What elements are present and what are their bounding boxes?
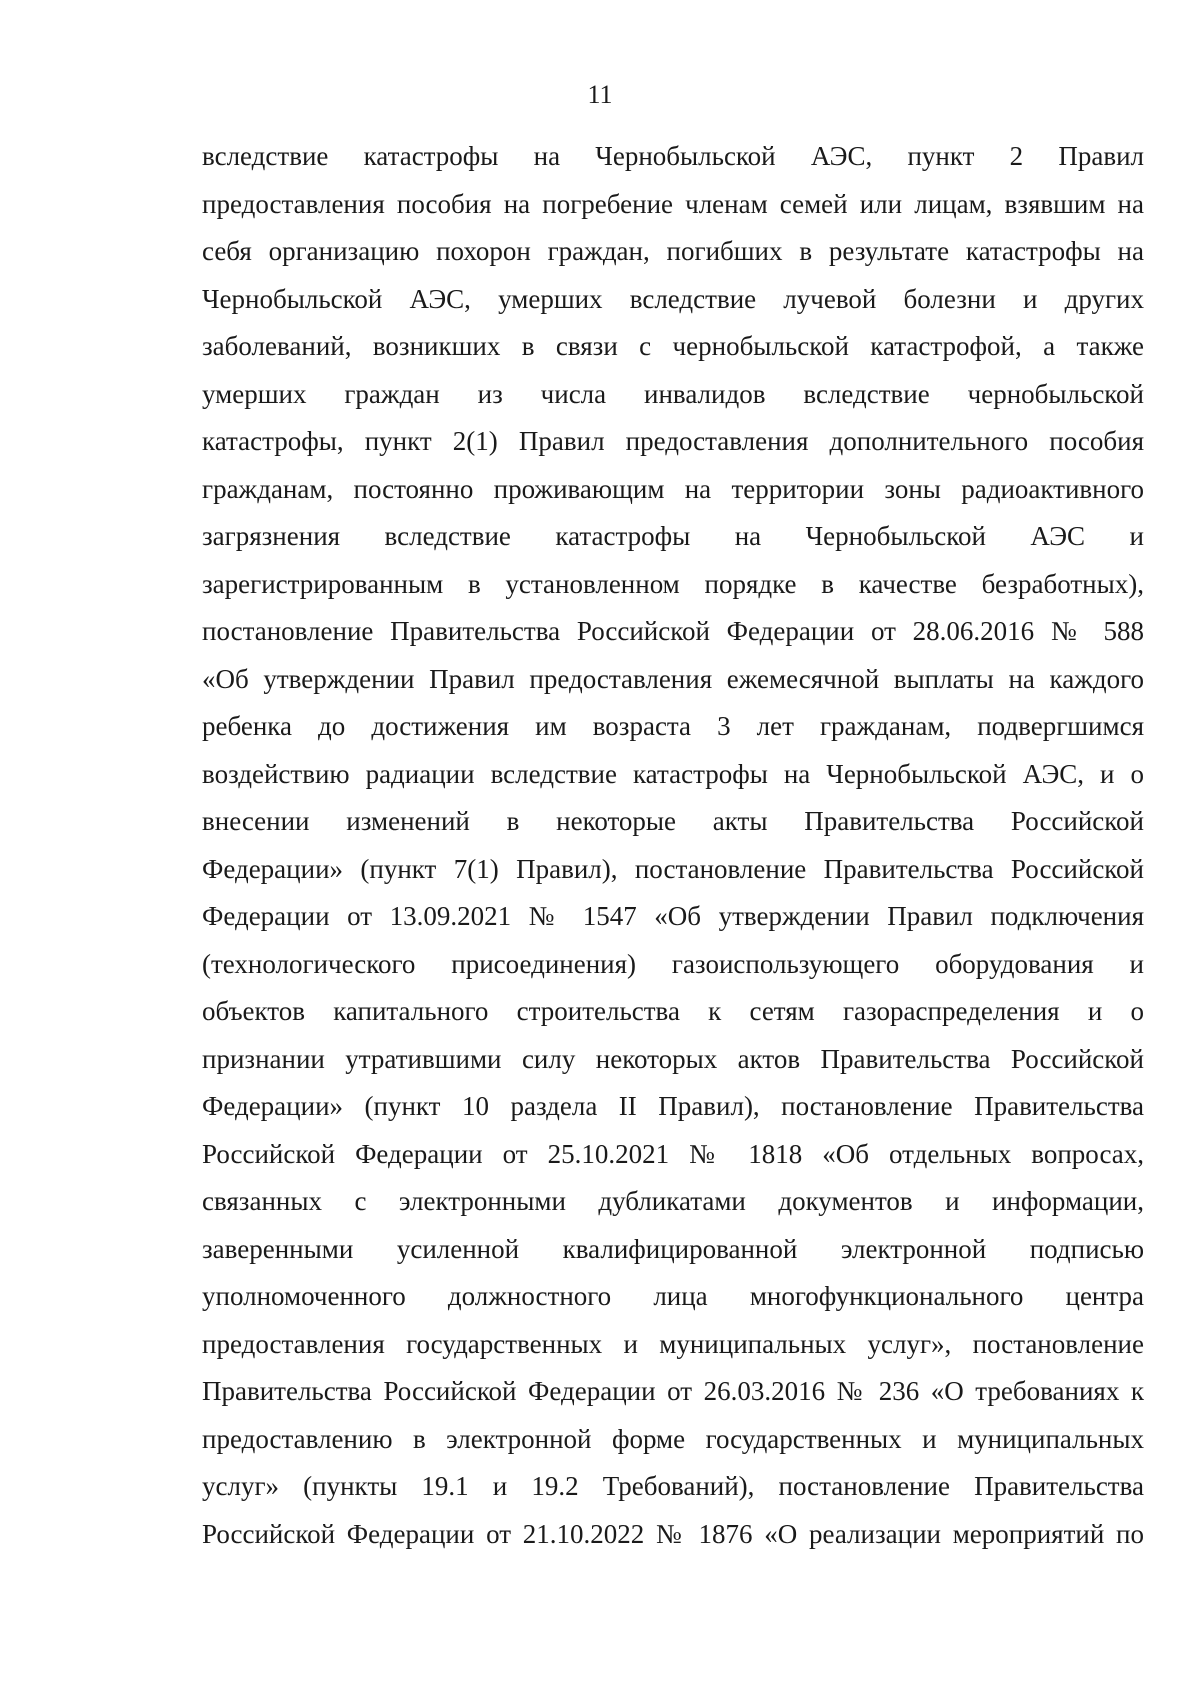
- text-line: постановление Правительства Российской Федерации от 28.06.2016 № 588: [202, 616, 1144, 646]
- text-line: (технологического присоединения) газоиспользующего оборудования и: [202, 948, 1144, 979]
- page-number: 11: [587, 80, 613, 109]
- text-line: умерших граждан из числа инвалидов вследствие чернобыльской: [202, 378, 1144, 409]
- text-line: Чернобыльской АЭС, умерших вследствие лучевой болезни и других: [202, 283, 1144, 314]
- text-line: связанных с электронными дубликатами документов и информации,: [202, 1186, 1144, 1216]
- text-line: воздействию радиации вследствие катастрофы на Чернобыльской АЭС, и о: [202, 758, 1144, 789]
- text-line: предоставления государственных и муниципальных услуг», постановление: [202, 1328, 1144, 1359]
- text-line: внесении изменений в некоторые акты Правительства Российской: [202, 806, 1144, 836]
- text-line: себя организацию похорон граждан, погибших в результате катастрофы на: [202, 236, 1144, 266]
- text-line: заверенными усиленной квалифицированной электронной подписью: [202, 1233, 1144, 1264]
- text-line: предоставлению в электронной форме государственных и муниципальных: [202, 1423, 1144, 1454]
- text-line: Российской Федерации от 21.10.2022 № 1876 «О реализации мероприятий по: [202, 1518, 1144, 1549]
- text-line: зарегистрированным в установленном порядке в качестве безработных),: [202, 568, 1144, 599]
- text-line: услуг» (пункты 19.1 и 19.2 Требований), постановление Правительства: [202, 1471, 1144, 1501]
- text-line: ребенка до достижения им возраста 3 лет гражданам, подвергшимся: [202, 711, 1144, 741]
- text-line: Федерации» (пункт 7(1) Правил), постановление Правительства Российской: [202, 853, 1144, 884]
- text-line: гражданам, постоянно проживающим на территории зоны радиоактивного: [202, 473, 1144, 504]
- text-line: катастрофы, пункт 2(1) Правил предоставления дополнительного пособия: [202, 426, 1144, 456]
- text-line: Правительства Российской Федерации от 26.03.2016 № 236 «О требованиях к: [202, 1376, 1144, 1406]
- text-line: загрязнения вследствие катастрофы на Чернобыльской АЭС и: [202, 521, 1144, 551]
- text-line: Федерации от 13.09.2021 № 1547 «Об утверждении Правил подключения: [202, 901, 1144, 931]
- text-line: заболеваний, возникших в связи с чернобыльской катастрофой, а также: [202, 331, 1144, 361]
- text-line: вследствие катастрофы на Чернобыльской АЭС, пункт 2 Правил: [202, 141, 1144, 171]
- text-line: «Об утверждении Правил предоставления ежемесячной выплаты на каждого: [202, 663, 1144, 694]
- text-line: уполномоченного должностного лица многофункционального центра: [202, 1281, 1144, 1311]
- text-line: Федерации» (пункт 10 раздела II Правил), постановление Правительства: [202, 1091, 1144, 1121]
- text-line: признании утратившими силу некоторых актов Правительства Российской: [202, 1043, 1144, 1074]
- document-body: [202, 133, 1144, 1558]
- text-line: объектов капитального строительства к сетям газораспределения и о: [202, 996, 1144, 1026]
- text-line: предоставления пособия на погребение членам семей или лицам, взявшим на: [202, 188, 1144, 219]
- text-line: Российской Федерации от 25.10.2021 № 1818 «Об отдельных вопросах,: [202, 1138, 1144, 1169]
